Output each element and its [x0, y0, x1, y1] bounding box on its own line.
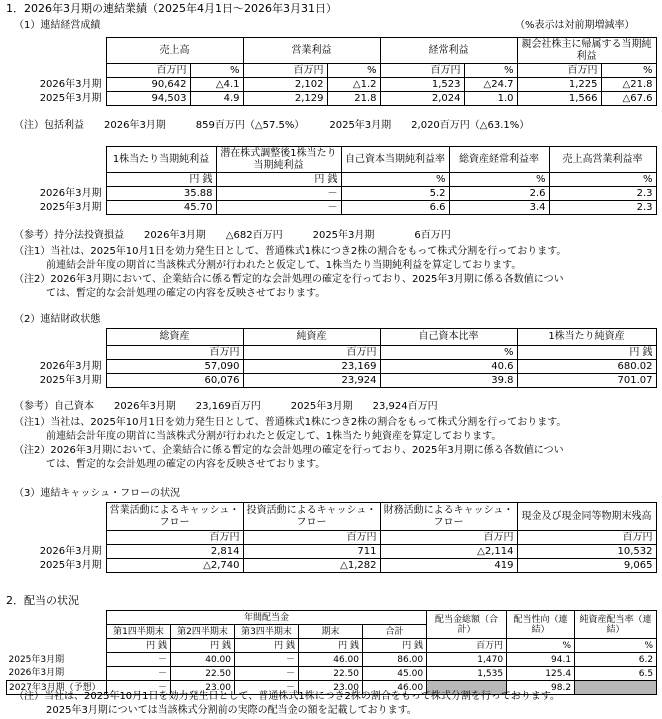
- cell: －: [216, 187, 341, 201]
- header-ordinary-profit: 経常利益: [380, 38, 517, 64]
- cell: 4.9: [190, 92, 243, 106]
- header-roa: 総資産経常利益率: [449, 147, 549, 173]
- cell: 701.07: [517, 374, 656, 388]
- cell: 2.3: [549, 187, 656, 201]
- cell: 40.6: [380, 360, 517, 374]
- cell: △1,282: [243, 559, 380, 573]
- cell: 1,523: [380, 78, 464, 92]
- header-roe: 自己資本当期純利益率: [341, 147, 449, 173]
- row-label: 2025年3月期: [39, 374, 102, 386]
- unit: %: [327, 64, 380, 78]
- cell: △1.2: [327, 78, 380, 92]
- header-operating-cf: 営業活動によるキャッシュ・フロー: [106, 503, 243, 531]
- header-bps: 1株当たり純資産: [517, 329, 656, 346]
- unit: %: [190, 64, 243, 78]
- cell: 45.70: [106, 201, 216, 215]
- cell: 2,814: [106, 545, 243, 559]
- cell: 98.2: [507, 681, 575, 695]
- unit: 百万円: [106, 346, 243, 360]
- header-net-assets: 純資産: [243, 329, 380, 346]
- cell: 1,535: [427, 667, 507, 681]
- unit: %: [601, 64, 656, 78]
- header-diluted-eps: 潜在株式調整後1株当たり当期純利益: [216, 147, 341, 173]
- row-label: 2026年3月期: [8, 668, 65, 679]
- cell: 1,470: [427, 653, 507, 667]
- header-operating-profit: 営業利益: [243, 38, 380, 64]
- unit: %: [449, 173, 549, 187]
- unit: %: [575, 639, 657, 653]
- unit: 百万円: [380, 64, 464, 78]
- header-total-assets: 総資産: [106, 329, 243, 346]
- cell: 94.1: [507, 653, 575, 667]
- cell: 22.50: [299, 667, 363, 681]
- header-eps: 1株当たり当期純利益: [106, 147, 216, 173]
- cell: 21.8: [327, 92, 380, 106]
- header-equity-ratio: 自己資本比率: [380, 329, 517, 346]
- cell: 86.00: [363, 653, 427, 667]
- unit: 円 銭: [363, 639, 427, 653]
- unit: 円 銭: [107, 639, 171, 653]
- row-label: 2026年3月期: [39, 360, 102, 372]
- cell: 2,024: [380, 92, 464, 106]
- cell: △2,740: [106, 559, 243, 573]
- cell: 94,503: [106, 92, 190, 106]
- header-year-end: 期末: [299, 625, 363, 639]
- cell: 90,642: [106, 78, 190, 92]
- cell: 711: [243, 545, 380, 559]
- note-1-line-2: 前連結会計年度の期首に当該株式分割が行われたと仮定して、1株当たり当期純利益を算定しております。: [46, 260, 522, 271]
- note-2-line-2: ては、暫定的な会計処理の確定の内容を反映させております。: [46, 459, 326, 470]
- cell: 35.88: [106, 187, 216, 201]
- cell: 22.50: [171, 667, 235, 681]
- unit: 円 銭: [171, 639, 235, 653]
- unit: 円 銭: [299, 639, 363, 653]
- note-1-line-1: （注1）当社は、2025年10月1日を効力発生日として、普通株式1株につき2株の割合をもって株式分割を行っております。: [14, 246, 567, 257]
- table-row: [6, 559, 656, 573]
- unit: %: [341, 173, 449, 187]
- unit: 百万円: [517, 64, 601, 78]
- unit: 百万円: [517, 531, 656, 545]
- unit: 円 銭: [517, 346, 656, 360]
- header-q3: 第3四半期末: [235, 625, 299, 639]
- cell: 2.6: [449, 187, 549, 201]
- table-row: [7, 653, 657, 667]
- header-cash-end: 現金及び現金同等物期末残高: [517, 503, 656, 531]
- row-label: 2025年3月期: [39, 92, 102, 104]
- note-1-line-1: （注1）当社は、2025年10月1日を効力発生日として、普通株式1株につき2株の割合をもって株式分割を行っております。: [14, 417, 567, 428]
- cell: 23.00: [299, 681, 363, 695]
- financial-position-table: [6, 328, 657, 388]
- table-row: [6, 201, 656, 215]
- cell: △67.6: [601, 92, 656, 106]
- table-row: [7, 667, 657, 681]
- cell: －: [107, 653, 171, 667]
- cell: 2.3: [549, 201, 656, 215]
- cell: △2,114: [380, 545, 517, 559]
- cell: 1.0: [464, 92, 517, 106]
- row-label: 2025年3月期: [39, 201, 102, 213]
- unit: 円 銭: [235, 639, 299, 653]
- unit: %: [380, 346, 517, 360]
- table-row: [6, 360, 656, 374]
- cell: －: [107, 667, 171, 681]
- cell: 23,924: [243, 374, 380, 388]
- cell: 2,102: [243, 78, 327, 92]
- cell: 6.6: [341, 201, 449, 215]
- cell: 125.4: [507, 667, 575, 681]
- cell: 46.00: [363, 681, 427, 695]
- section-title-results: 1．2026年3月期の連結業績（2025年4月1日～2026年3月31日）: [6, 2, 337, 15]
- dividend-table: [6, 610, 657, 695]
- cell: 23,169: [243, 360, 380, 374]
- cell: 6.2: [575, 653, 657, 667]
- cell: 57,090: [106, 360, 243, 374]
- row-label: 2026年3月期: [39, 187, 102, 199]
- header-dividend-on-equity: 純資産配当率（連結）: [575, 611, 657, 639]
- header-payout-ratio: 配当性向（連結）: [507, 611, 575, 639]
- unit: 百万円: [427, 639, 507, 653]
- cell: 45.00: [363, 667, 427, 681]
- unit: %: [507, 639, 575, 653]
- unit: 百万円: [106, 531, 243, 545]
- comprehensive-income-note: （注）包括利益 2026年3月期 859百万円（△57.5%） 2025年3月期 2,020百万円（△63.1%）: [14, 120, 530, 131]
- note-2-line-1: （注2）2026年3月期において、企業結合に係る暫定的な会計処理の確定を行っており、2025年3月期に係る各数値につい: [14, 445, 564, 456]
- cell: 680.02: [517, 360, 656, 374]
- equity-method-note: （参考）持分法投資損益 2026年3月期 △682百万円 2025年3月期 6百万円: [14, 230, 451, 241]
- pct-note: （%表示は対前期増減率）: [515, 20, 635, 31]
- cell: 5.2: [341, 187, 449, 201]
- cell: 23.00: [171, 681, 235, 695]
- unit: 百万円: [243, 64, 327, 78]
- header-annual-dividend: 年間配当金: [107, 611, 427, 625]
- cell: 1,566: [517, 92, 601, 106]
- subsection-cash-flows: （3）連結キャッシュ・フローの状況: [14, 488, 181, 499]
- table-row: [6, 374, 656, 388]
- unit: %: [549, 173, 656, 187]
- row-label: 2025年3月期: [8, 654, 65, 665]
- table-row: [6, 545, 656, 559]
- table-row: [6, 78, 656, 92]
- section-title-dividends: 2．配当の状況: [6, 594, 79, 607]
- row-label: 2027年3月期（予想）: [7, 681, 107, 695]
- header-sales: 売上高: [106, 38, 243, 64]
- table-row: [6, 92, 656, 106]
- dividend-note-line-1: （注）当社は、2025年10月1日を効力発生日として、普通株式1株につき2株の割合をもって株式分割を行っております。: [14, 691, 561, 702]
- note-1-line-2: 前連結会計年度の期首に当該株式分割が行われたと仮定して、1株当たり純資産を算定しております。: [46, 431, 502, 442]
- cell: 39.8: [380, 374, 517, 388]
- cell: 60,076: [106, 374, 243, 388]
- cell: 46.00: [299, 653, 363, 667]
- header-total: 合計: [363, 625, 427, 639]
- header-q2: 第2四半期末: [171, 625, 235, 639]
- equity-capital-note: （参考）自己資本 2026年3月期 23,169百万円 2025年3月期 23,924百万円: [14, 401, 438, 412]
- header-total-dividend: 配当金総額（合計）: [427, 611, 507, 639]
- cell: △4.1: [190, 78, 243, 92]
- header-op-margin: 売上高営業利益率: [549, 147, 656, 173]
- operating-results-table: [6, 37, 657, 106]
- cell: －: [107, 681, 171, 695]
- cell: △21.8: [601, 78, 656, 92]
- subsection-financial-position: （2）連結財政状態: [14, 314, 101, 325]
- cell: －: [235, 681, 299, 695]
- unit: 円 銭: [106, 173, 216, 187]
- unit: 百万円: [380, 531, 517, 545]
- row-label: 2025年3月期: [39, 559, 102, 571]
- cell: 419: [380, 559, 517, 573]
- cell: △24.7: [464, 78, 517, 92]
- cell: －: [216, 201, 341, 215]
- shaded-cell: [575, 681, 657, 695]
- cell: 40.00: [171, 653, 235, 667]
- note-2-line-1: （注2）2026年3月期において、企業結合に係る暫定的な会計処理の確定を行っており、2025年3月期に係る各数値につい: [14, 274, 564, 285]
- cell: 2,129: [243, 92, 327, 106]
- unit: 百万円: [243, 531, 380, 545]
- header-investing-cf: 投資活動によるキャッシュ・フロー: [243, 503, 380, 531]
- dividend-note-line-2: 2025年3月期については当該株式分割前の実際の配当金の額を記載しております。: [46, 705, 417, 716]
- header-q1: 第1四半期末: [107, 625, 171, 639]
- cell: －: [235, 667, 299, 681]
- cell: 6.5: [575, 667, 657, 681]
- cash-flow-table: [6, 502, 657, 573]
- note-2-line-2: ては、暫定的な会計処理の確定の内容を反映させております。: [46, 288, 326, 299]
- subsection-operating-results: （1）連結経営成績: [14, 20, 101, 31]
- unit: %: [464, 64, 517, 78]
- cell: 10,532: [517, 545, 656, 559]
- row-label: 2026年3月期: [39, 78, 102, 90]
- cell: 1,225: [517, 78, 601, 92]
- per-share-table: [6, 146, 657, 215]
- row-label: 2026年3月期: [39, 545, 102, 557]
- unit: 百万円: [243, 346, 380, 360]
- header-financing-cf: 財務活動によるキャッシュ・フロー: [380, 503, 517, 531]
- cell: 9,065: [517, 559, 656, 573]
- header-net-profit: 親会社株主に帰属する当期純利益: [517, 38, 656, 64]
- unit: 百万円: [106, 64, 190, 78]
- cell: 3.4: [449, 201, 549, 215]
- table-row: [6, 187, 656, 201]
- cell: －: [235, 653, 299, 667]
- unit: 円 銭: [216, 173, 341, 187]
